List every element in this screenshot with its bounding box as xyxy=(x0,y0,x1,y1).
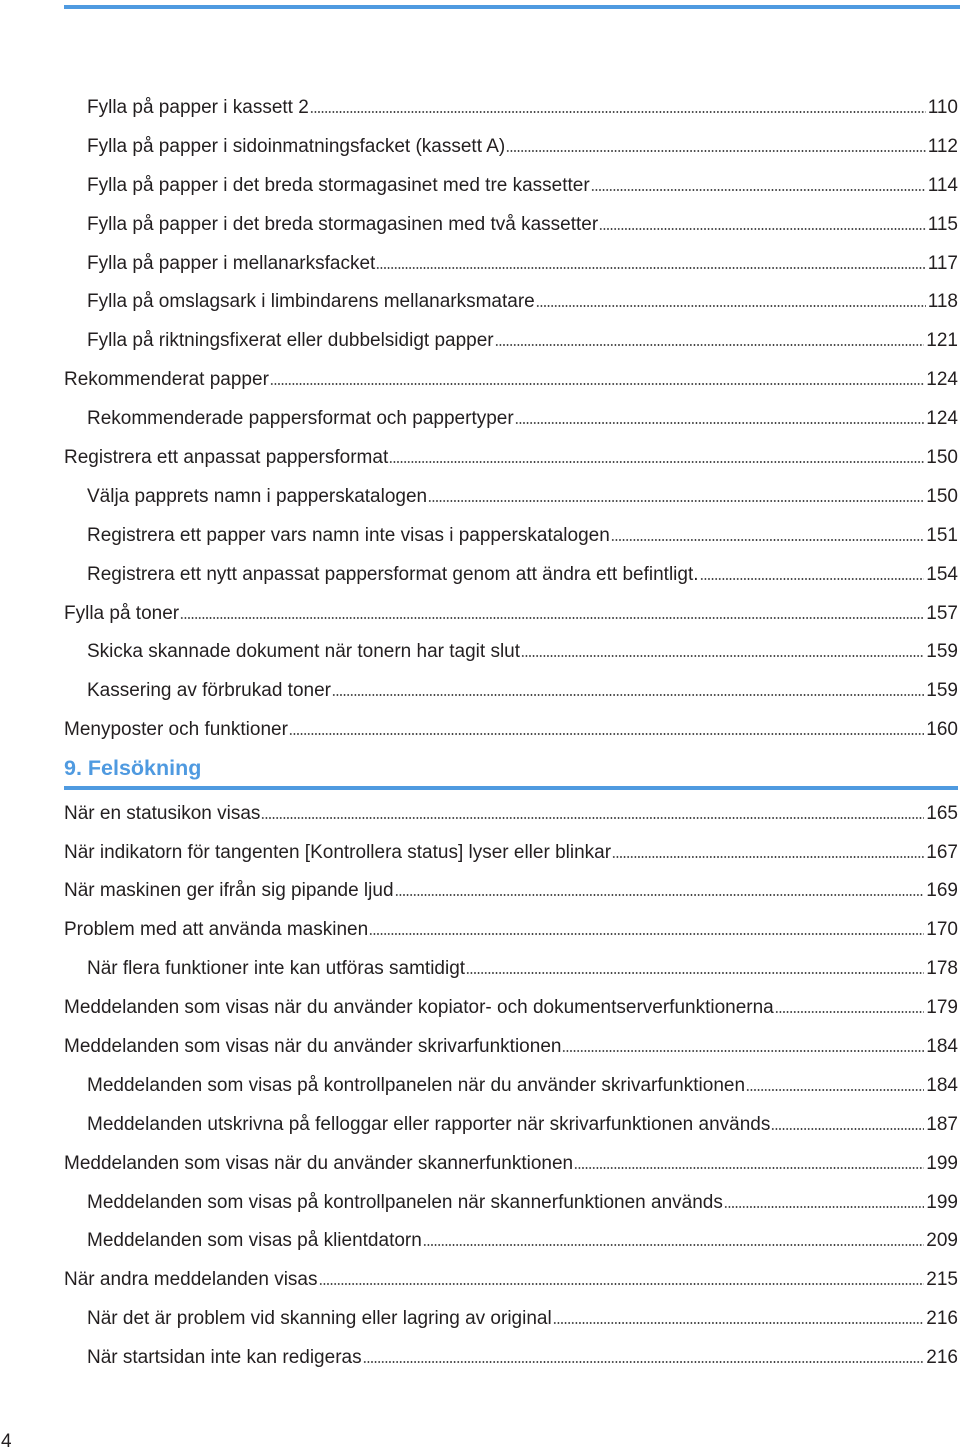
toc-entry-title: När andra meddelanden visas xyxy=(64,1269,318,1291)
toc-entry-title: Fylla på papper i sidoinmatningsfacket (kassett A) xyxy=(87,135,506,157)
toc-entry-page: 199 xyxy=(926,1152,958,1174)
toc-entry[interactable] xyxy=(64,1222,958,1261)
table-of-contents xyxy=(64,89,958,1378)
toc-entry-title: Menyposter och funktioner xyxy=(64,719,288,741)
toc-entry[interactable] xyxy=(64,89,958,128)
toc-entry-page: 187 xyxy=(926,1113,958,1135)
dot-leader xyxy=(180,617,924,619)
toc-entry-page: 110 xyxy=(927,97,958,118)
toc-entry[interactable] xyxy=(64,1339,958,1378)
dot-leader xyxy=(553,1322,925,1324)
toc-entry-page: 150 xyxy=(926,485,958,507)
toc-entry[interactable] xyxy=(64,439,958,478)
toc-entry-page: 118 xyxy=(927,291,958,313)
dot-leader xyxy=(428,500,924,502)
toc-entry-page: 215 xyxy=(926,1269,958,1291)
toc-entry[interactable] xyxy=(64,1067,958,1106)
dot-leader xyxy=(466,972,924,974)
toc-entry[interactable] xyxy=(64,556,958,595)
toc-entry[interactable] xyxy=(64,361,958,400)
toc-entry-title: När maskinen ger ifrån sig pipande ljud xyxy=(64,880,394,902)
toc-entry-page: 114 xyxy=(927,174,958,196)
toc-entry-page: 121 xyxy=(926,330,958,352)
toc-entry-title: Rekommenderade pappersformat och pappertyper xyxy=(87,408,514,430)
dot-leader xyxy=(515,422,925,424)
toc-entry-title: Registrera ett papper vars namn inte visas i papperskatalogen xyxy=(87,524,610,546)
toc-entry-page: 170 xyxy=(926,919,958,941)
toc-entry[interactable] xyxy=(64,517,958,556)
toc-entry[interactable] xyxy=(64,795,958,834)
dot-leader xyxy=(521,655,924,657)
toc-entry-page: 151 xyxy=(926,524,958,546)
toc-entry-title: Meddelanden som visas när du använder skannerfunktionen xyxy=(64,1152,574,1174)
toc-entry-page: 150 xyxy=(926,447,958,469)
dot-leader xyxy=(332,694,924,696)
dot-leader xyxy=(369,933,924,935)
toc-entry[interactable] xyxy=(64,206,958,245)
toc-entry-page: 159 xyxy=(926,641,958,663)
toc-entry[interactable] xyxy=(64,711,958,750)
toc-entry[interactable] xyxy=(64,834,958,873)
toc-entry-title: Fylla på toner xyxy=(64,602,180,624)
toc-entry[interactable] xyxy=(64,1028,958,1067)
toc-entry[interactable] xyxy=(64,478,958,517)
toc-entry-title: Fylla på riktningsfixerat eller dubbelsidigt papper xyxy=(87,330,494,352)
toc-entry-title: Fylla på papper i det breda stormagasinen med två kassetter xyxy=(87,213,599,235)
toc-entry[interactable] xyxy=(64,322,958,361)
toc-entry-title: Rekommenderat papper xyxy=(64,369,269,391)
toc-entry-title: När indikatorn för tangenten [Kontrollera status] lyser eller blinkar xyxy=(64,841,612,863)
toc-entry[interactable] xyxy=(64,245,958,284)
dot-leader xyxy=(536,305,926,307)
toc-entry-page: 124 xyxy=(926,369,958,391)
dot-leader xyxy=(289,733,924,735)
dot-leader xyxy=(591,189,926,191)
toc-entry-page: 112 xyxy=(927,135,958,157)
dot-leader xyxy=(395,894,925,896)
toc-entry[interactable] xyxy=(64,672,958,711)
toc-entry[interactable] xyxy=(64,633,958,672)
toc-entry-title: Meddelanden utskrivna på felloggar eller rapporter när skrivarfunktionen används xyxy=(87,1113,771,1135)
page-number: 4 xyxy=(1,1431,12,1452)
toc-entry-title: Meddelanden som visas när du använder skrivarfunktionen xyxy=(64,1035,562,1057)
dot-leader xyxy=(775,1011,925,1013)
toc-entry-title: Meddelanden som visas på kontrollpanelen när du använder skrivarfunktionen xyxy=(87,1074,746,1096)
toc-entry-page: 157 xyxy=(926,602,958,624)
toc-entry[interactable] xyxy=(64,1184,958,1223)
toc-entry[interactable] xyxy=(64,950,958,989)
dot-leader xyxy=(310,111,926,113)
chapter-rule xyxy=(64,786,958,790)
toc-entry-page: 115 xyxy=(927,213,958,235)
toc-entry-title: Meddelanden som visas när du använder kopiator- och dokumentserverfunktionerna xyxy=(64,997,774,1019)
dot-leader xyxy=(771,1128,924,1130)
toc-entry-title: Fylla på omslagsark i limbindarens mellanarksmatare xyxy=(87,291,535,313)
toc-entry-title: Kassering av förbrukad toner xyxy=(87,680,331,702)
toc-entry-page: 184 xyxy=(926,1074,958,1096)
toc-entry-page: 178 xyxy=(926,958,958,980)
toc-entry-title: Skicka skannade dokument när tonern har tagit slut xyxy=(87,641,521,663)
dot-leader xyxy=(363,1361,925,1363)
toc-entry[interactable] xyxy=(64,911,958,950)
toc-entry[interactable] xyxy=(64,1300,958,1339)
toc-entry[interactable] xyxy=(64,128,958,167)
toc-entry-title: Registrera ett nytt anpassat pappersformat genom att ändra ett befintligt. xyxy=(87,563,699,585)
toc-entry-title: Fylla på papper i mellanarksfacket xyxy=(87,252,376,274)
toc-entry-title: Fylla på papper i det breda stormagasinet med tre kassetter xyxy=(87,174,590,196)
toc-entry[interactable] xyxy=(64,1261,958,1300)
toc-entry-page: 160 xyxy=(926,719,958,741)
dot-leader xyxy=(574,1167,924,1169)
dot-leader xyxy=(611,539,925,541)
dot-leader xyxy=(423,1244,924,1246)
toc-entry[interactable] xyxy=(64,872,958,911)
toc-entry-page: 216 xyxy=(926,1308,958,1330)
dot-leader xyxy=(700,578,925,580)
dot-leader xyxy=(506,150,925,152)
toc-entry-title: När en statusikon visas xyxy=(64,802,261,824)
toc-entry[interactable] xyxy=(64,989,958,1028)
dot-leader xyxy=(389,461,924,463)
toc-entry-page: 209 xyxy=(926,1230,958,1252)
toc-entry-title: Välja papprets namn i papperskatalogen xyxy=(87,485,428,507)
toc-entry[interactable] xyxy=(64,1106,958,1145)
toc-entry[interactable] xyxy=(64,1145,958,1184)
toc-entry[interactable] xyxy=(64,283,958,322)
dot-leader xyxy=(562,1050,924,1052)
chapter-heading[interactable]: 9. Felsökning xyxy=(64,756,202,781)
toc-entry-page: 165 xyxy=(926,802,958,824)
toc-entry-page: 216 xyxy=(926,1347,958,1369)
dot-leader xyxy=(724,1206,924,1208)
dot-leader xyxy=(270,383,924,385)
toc-entry[interactable] xyxy=(64,167,958,206)
dot-leader xyxy=(495,344,925,346)
toc-entry-title: När flera funktioner inte kan utföras samtidigt xyxy=(87,958,466,980)
toc-entry-page: 169 xyxy=(926,880,958,902)
toc-entry-page: 167 xyxy=(926,841,958,863)
dot-leader xyxy=(612,856,924,858)
toc-entry-page: 154 xyxy=(926,563,958,585)
toc-entry-title: När det är problem vid skanning eller lagring av original xyxy=(87,1308,552,1330)
toc-entry-page: 159 xyxy=(926,680,958,702)
dot-leader xyxy=(376,267,925,269)
dot-leader xyxy=(746,1089,924,1091)
toc-entry-title: När startsidan inte kan redigeras xyxy=(87,1347,362,1369)
toc-entry-page: 117 xyxy=(927,252,958,274)
toc-entry-page: 124 xyxy=(926,408,958,430)
dot-leader xyxy=(319,1283,925,1285)
toc-entry-page: 199 xyxy=(926,1191,958,1213)
toc-entry[interactable] xyxy=(64,400,958,439)
toc-entry-title: Registrera ett anpassat pappersformat xyxy=(64,447,389,469)
toc-entry[interactable] xyxy=(64,595,958,634)
dot-leader xyxy=(599,228,926,230)
toc-entry-page: 184 xyxy=(926,1035,958,1057)
toc-entry-title: Fylla på papper i kassett 2 xyxy=(87,97,309,118)
header-rule xyxy=(64,5,960,9)
toc-entry-title: Meddelanden som visas på kontrollpanelen när skannerfunktionen används xyxy=(87,1191,723,1213)
toc-entry-title: Problem med att använda maskinen xyxy=(64,919,369,941)
toc-entry-title: Meddelanden som visas på klientdatorn xyxy=(87,1230,422,1252)
dot-leader xyxy=(261,817,924,819)
toc-entry-page: 179 xyxy=(926,997,958,1019)
